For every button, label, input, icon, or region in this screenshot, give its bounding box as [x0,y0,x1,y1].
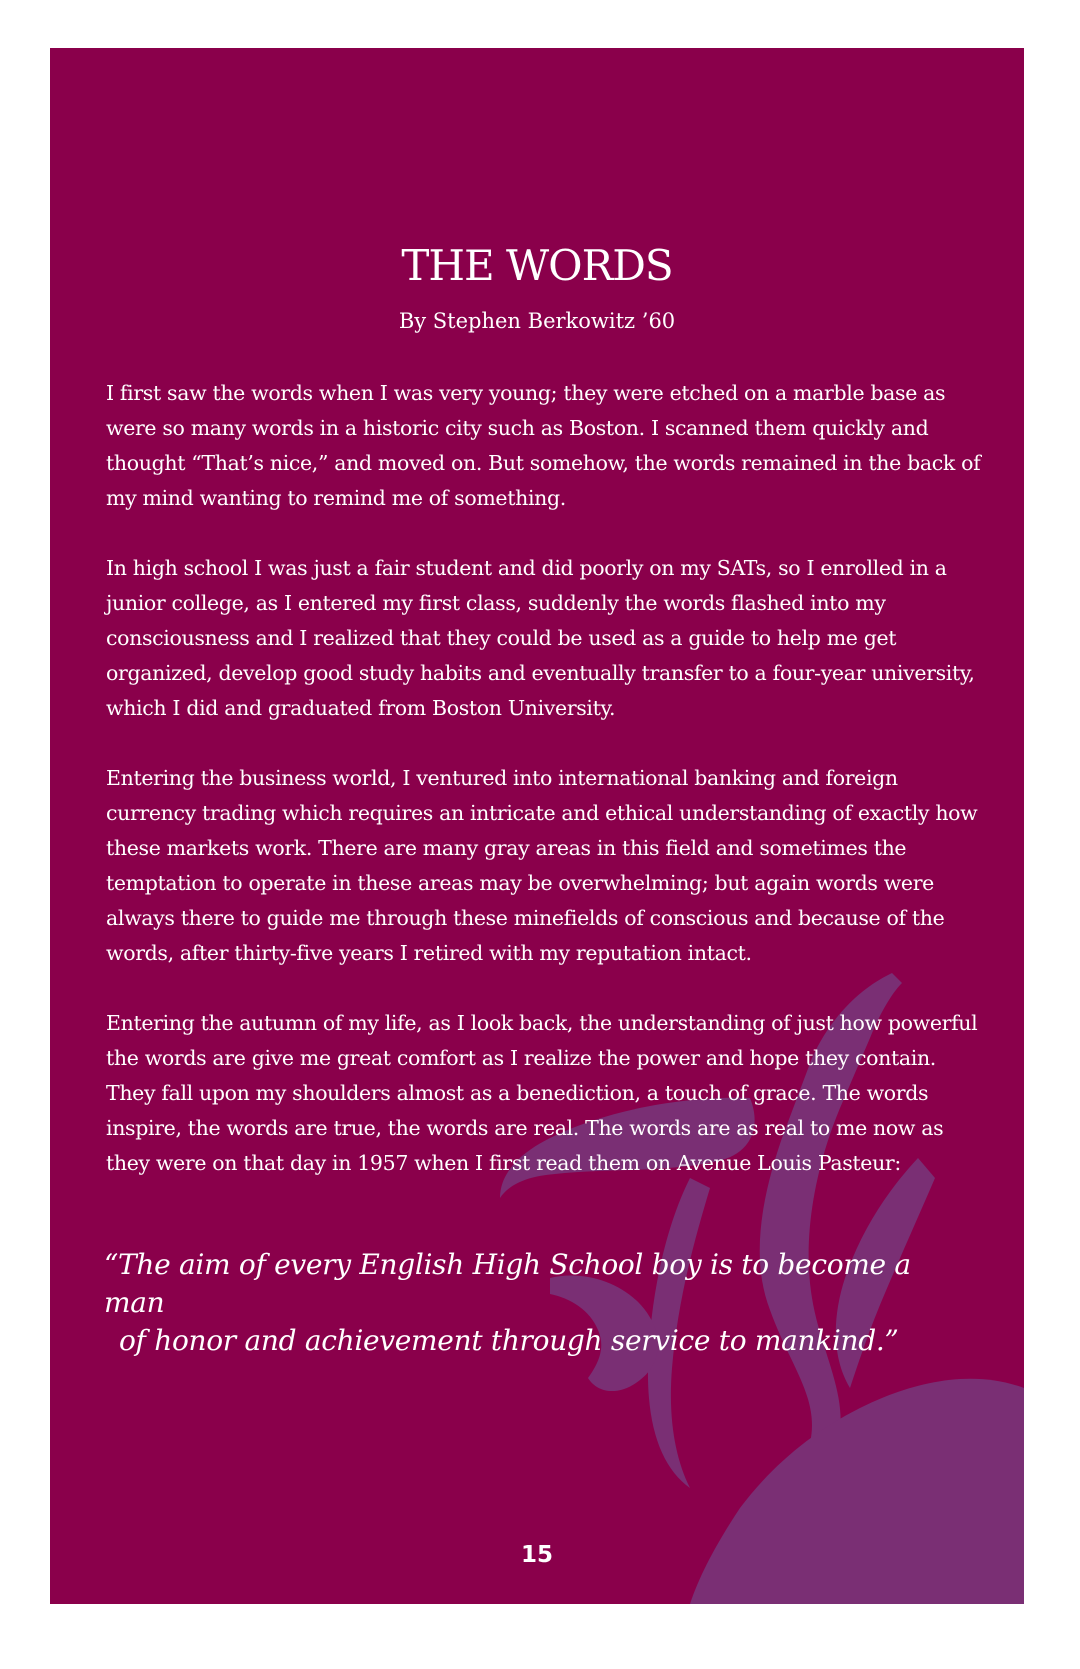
paragraph: I first saw the words when I was very young; they were etched on a marble base as were so many words in a historic city such as Boston. I scanned them quickly and thought “That’s nice,” and moved on. But somehow, the words remained in the back of my mind wanting to remind me of something. [106,381,981,510]
motto-quote [104,1246,924,1360]
paragraph: In high school I was just a fair student and did poorly on my SATs, so I enrolled in a junior college, as I entered my first class, suddenly the words flashed into my consciousness and I realized that they could be used as a guide to help me get organized, develop good study habits and eventually transfer to a four-year university, which I did and graduated from Boston University. [106,556,975,720]
article [50,48,1024,1604]
article-title: THE WORDS [401,241,673,290]
quote-line-2: of honor and achievement through service to mankind.” [119,1324,899,1357]
article-body [106,376,986,1216]
page-number: 15 [520,1542,553,1568]
article-byline: By Stephen Berkowitz ’60 [398,309,676,333]
quote-line-1: “The aim of every English High School boy is to become a man [104,1248,911,1319]
page-panel [50,48,1024,1604]
paragraph: Entering the business world, I ventured into international banking and foreign currency trading which requires an intricate and ethical understanding of exactly how these markets work. There are many gray areas in this field and sometimes the temptation to operate in these areas may be overwhelming; but again words were always there to guide me through these minefields of conscious and because of the words, after thirty-five years I retired with my reputation intact. [106,766,978,965]
paragraph: Entering the autumn of my life, as I look back, the understanding of just how powerful the words are give me great comfort as I realize the power and hope they contain. They fall upon my shoulders almost as a benediction, a touch of grace. The words inspire, the words are true, the words are real. The words are as real to me now as they were on that day in 1957 when I first read them on Avenue Louis Pasteur: [106,1011,978,1175]
